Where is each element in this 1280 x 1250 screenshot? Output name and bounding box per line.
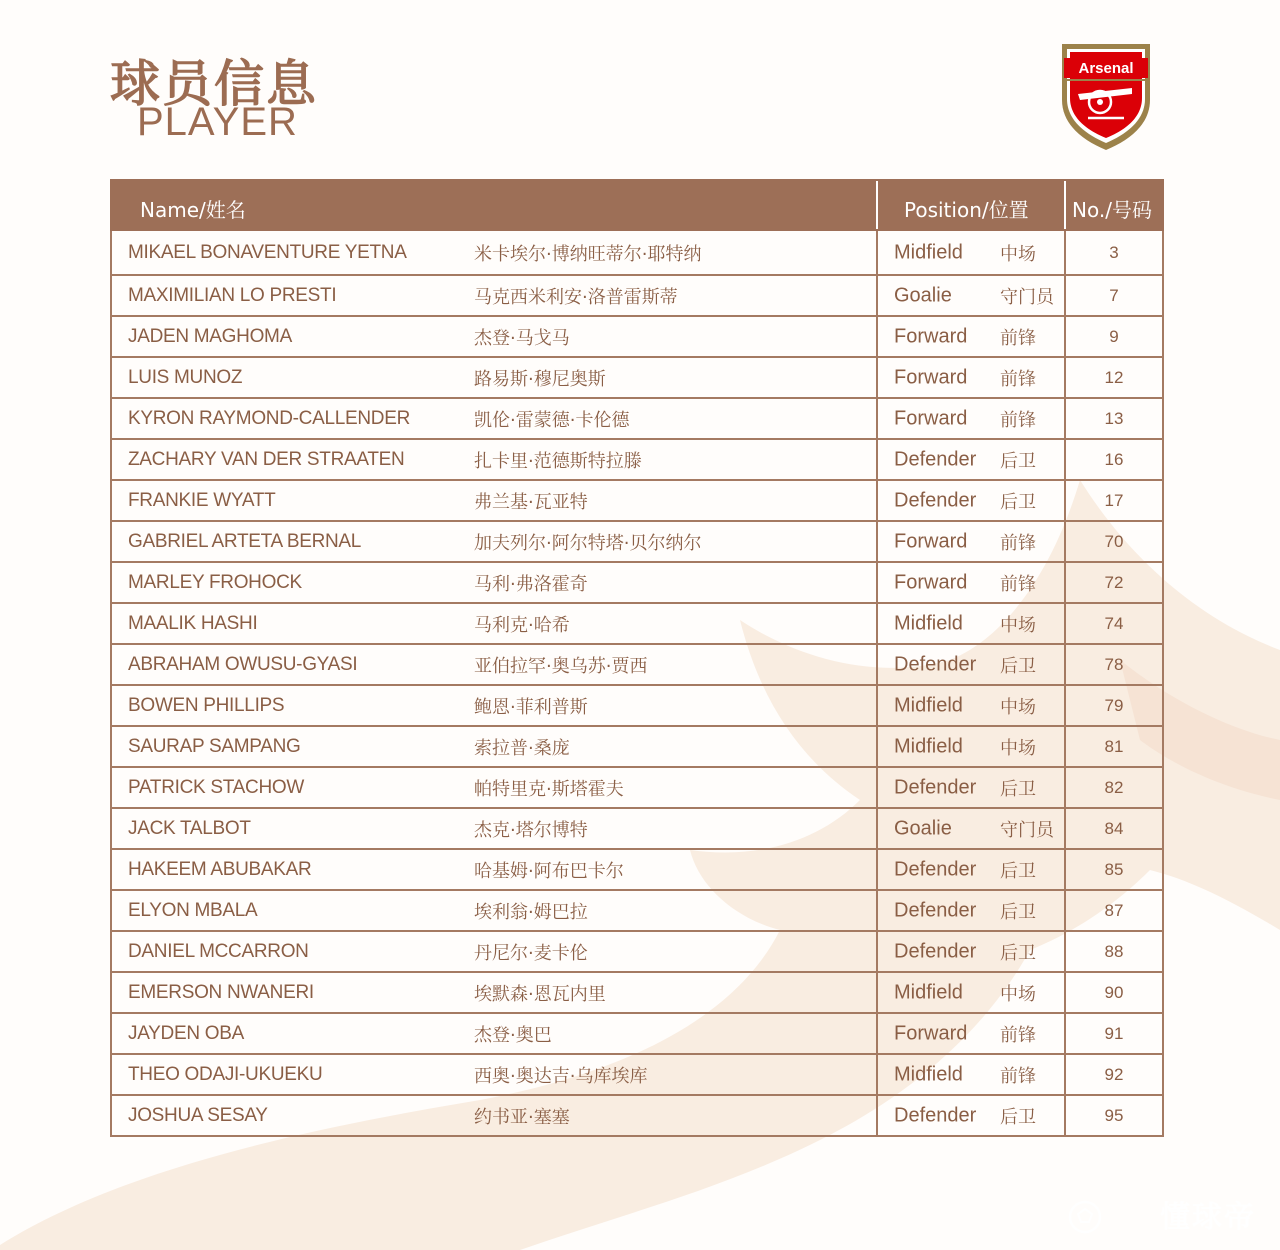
player-name-chinese: 杰登·奥巴 — [474, 1024, 552, 1046]
column-divider — [1064, 889, 1066, 930]
position-english: Midfield — [894, 981, 963, 1003]
player-name-chinese: 亚伯拉罕·奥乌苏·贾西 — [474, 655, 648, 677]
player-name-english: BOWEN PHILLIPS — [128, 694, 285, 716]
column-divider — [1064, 274, 1066, 315]
column-divider — [1064, 684, 1066, 725]
player-name-english: MARLEY FROHOCK — [128, 571, 302, 593]
jersey-number: 85 — [1104, 859, 1124, 879]
table-row — [112, 643, 1162, 684]
player-name-english: MAALIK HASHI — [128, 612, 258, 634]
player-name-chinese: 帕特里克·斯塔霍夫 — [474, 778, 624, 800]
position-english: Midfield — [894, 1063, 963, 1085]
position-english: Defender — [894, 940, 977, 962]
position-english: Forward — [894, 571, 968, 593]
jersey-number: 9 — [1109, 326, 1119, 346]
column-divider — [876, 1094, 878, 1135]
player-name-english: KYRON RAYMOND-CALLENDER — [128, 407, 411, 429]
position-english: Midfield — [894, 735, 963, 757]
player-name-chinese: 杰登·马戈马 — [474, 327, 570, 349]
jersey-number: 16 — [1104, 449, 1124, 469]
player-name-chinese: 约书亚·塞塞 — [474, 1106, 570, 1128]
position-chinese: 中场 — [1000, 614, 1036, 636]
jersey-number: 92 — [1104, 1064, 1124, 1084]
column-divider — [876, 602, 878, 643]
column-divider — [1064, 807, 1066, 848]
column-divider — [876, 438, 878, 479]
jersey-number: 78 — [1104, 654, 1124, 674]
table-row — [112, 848, 1162, 889]
player-name-chinese: 埃默森·恩瓦内里 — [474, 983, 606, 1005]
player-name-english: ELYON MBALA — [128, 899, 258, 921]
column-divider — [876, 397, 878, 438]
position-english: Forward — [894, 325, 968, 347]
column-divider — [876, 274, 878, 315]
column-divider — [876, 766, 878, 807]
watermark-text: 懂球帝 — [1160, 1200, 1256, 1235]
player-name-chinese: 马利克·哈希 — [474, 614, 570, 636]
position-english: Defender — [894, 1104, 977, 1126]
position-chinese: 中场 — [1000, 696, 1036, 718]
table-row — [112, 479, 1162, 520]
position-english: Midfield — [894, 241, 963, 263]
position-english: Defender — [894, 489, 977, 511]
table-row — [112, 438, 1162, 479]
position-chinese: 守门员 — [1000, 819, 1054, 841]
position-chinese: 后卫 — [1000, 655, 1036, 677]
column-divider — [876, 520, 878, 561]
player-name-english: GABRIEL ARTETA BERNAL — [128, 530, 362, 552]
position-english: Forward — [894, 1022, 968, 1044]
page-title-chinese: 球员信息 — [110, 55, 318, 113]
column-divider — [1064, 356, 1066, 397]
column-divider — [1064, 848, 1066, 889]
table-row — [112, 766, 1162, 807]
column-divider — [876, 1012, 878, 1053]
jersey-number: 87 — [1104, 900, 1124, 920]
position-chinese: 中场 — [1000, 737, 1036, 759]
position-chinese: 前锋 — [1000, 532, 1036, 554]
column-divider — [1064, 520, 1066, 561]
position-english: Defender — [894, 899, 977, 921]
player-name-chinese: 西奥·奥达吉·乌库埃库 — [474, 1065, 648, 1087]
position-chinese: 中场 — [1000, 243, 1036, 265]
table-row — [112, 1012, 1162, 1053]
column-divider — [876, 479, 878, 520]
position-chinese: 后卫 — [1000, 778, 1036, 800]
position-english: Midfield — [894, 612, 963, 634]
column-divider — [1064, 725, 1066, 766]
player-name-chinese: 凯伦·雷蒙德·卡伦德 — [474, 409, 630, 431]
player-name-chinese: 埃利翁·姆巴拉 — [474, 901, 588, 923]
column-divider — [876, 561, 878, 602]
column-divider — [1064, 438, 1066, 479]
jersey-number: 84 — [1104, 818, 1124, 838]
table-row — [112, 807, 1162, 848]
position-english: Defender — [894, 858, 977, 880]
player-name-english: SAURAP SAMPANG — [128, 735, 301, 757]
column-divider — [1064, 1012, 1066, 1053]
column-divider — [876, 684, 878, 725]
table-row — [112, 231, 1162, 274]
table-header — [110, 179, 1164, 231]
table-row — [112, 520, 1162, 561]
soccer-ball-icon — [1068, 1200, 1102, 1234]
position-chinese: 中场 — [1000, 983, 1036, 1005]
column-divider — [876, 315, 878, 356]
column-divider — [876, 643, 878, 684]
column-divider — [1064, 231, 1066, 274]
position-chinese: 后卫 — [1000, 942, 1036, 964]
column-header-number: No./号码 — [1072, 198, 1152, 222]
position-english: Goalie — [894, 284, 952, 306]
player-name-english: MIKAEL BONAVENTURE YETNA — [128, 241, 407, 263]
table-row — [112, 725, 1162, 766]
position-chinese: 后卫 — [1000, 450, 1036, 472]
position-chinese: 前锋 — [1000, 368, 1036, 390]
player-name-english: JAYDEN OBA — [128, 1022, 244, 1044]
table-row — [112, 971, 1162, 1012]
column-divider — [1064, 766, 1066, 807]
position-chinese: 后卫 — [1000, 1106, 1036, 1128]
position-chinese: 守门员 — [1000, 286, 1054, 308]
position-english: Forward — [894, 366, 968, 388]
position-chinese: 前锋 — [1000, 1065, 1036, 1087]
position-english: Defender — [894, 653, 977, 675]
column-divider — [1064, 643, 1066, 684]
position-english: Defender — [894, 776, 977, 798]
jersey-number: 72 — [1104, 572, 1124, 592]
table-row — [112, 561, 1162, 602]
position-english: Midfield — [894, 694, 963, 716]
player-name-english: FRANKIE WYATT — [128, 489, 276, 511]
column-divider — [1064, 971, 1066, 1012]
column-divider — [876, 889, 878, 930]
player-name-chinese: 索拉普·桑庞 — [474, 737, 570, 759]
jersey-number: 74 — [1104, 613, 1124, 633]
table-row — [112, 1053, 1162, 1094]
jersey-number: 91 — [1104, 1023, 1124, 1043]
player-name-english: ABRAHAM OWUSU-GYASI — [128, 653, 358, 675]
arsenal-crest-logo — [1058, 38, 1154, 152]
player-name-english: JOSHUA SESAY — [128, 1104, 268, 1126]
column-header-position: Position/位置 — [904, 198, 1029, 222]
table-row — [112, 602, 1162, 643]
player-name-english: THEO ODAJI-UKUEKU — [128, 1063, 323, 1085]
table-row — [112, 930, 1162, 971]
column-divider — [1064, 1053, 1066, 1094]
player-name-chinese: 马利·弗洛霍奇 — [474, 573, 588, 595]
position-english: Forward — [894, 407, 968, 429]
player-table — [110, 179, 1164, 1137]
column-header-name: Name/姓名 — [140, 198, 246, 222]
table-row — [112, 356, 1162, 397]
jersey-number: 17 — [1104, 490, 1124, 510]
position-english: Defender — [894, 448, 977, 470]
table-row — [112, 397, 1162, 438]
column-divider — [1064, 930, 1066, 971]
player-name-english: PATRICK STACHOW — [128, 776, 305, 798]
jersey-number: 79 — [1104, 695, 1124, 715]
player-name-english: MAXIMILIAN LO PRESTI — [128, 284, 337, 306]
crest-text: Arsenal — [1078, 60, 1134, 77]
position-chinese: 后卫 — [1000, 901, 1036, 923]
player-name-chinese: 弗兰基·瓦亚特 — [474, 491, 588, 513]
jersey-number: 90 — [1104, 982, 1124, 1002]
table-row — [112, 684, 1162, 725]
column-divider — [876, 231, 878, 274]
column-divider — [876, 971, 878, 1012]
column-divider — [876, 1053, 878, 1094]
column-divider — [876, 930, 878, 971]
column-divider — [876, 848, 878, 889]
position-chinese: 前锋 — [1000, 573, 1036, 595]
column-divider — [1064, 602, 1066, 643]
position-chinese: 前锋 — [1000, 1024, 1036, 1046]
player-name-chinese: 杰克·塔尔博特 — [474, 819, 588, 841]
table-body — [110, 231, 1164, 1137]
player-name-chinese: 马克西米利安·洛普雷斯蒂 — [474, 286, 678, 308]
player-name-english: EMERSON NWANERI — [128, 981, 314, 1003]
jersey-number: 81 — [1104, 736, 1124, 756]
table-row — [112, 274, 1162, 315]
jersey-number: 7 — [1109, 285, 1119, 305]
player-name-chinese: 扎卡里·范德斯特拉滕 — [474, 450, 642, 472]
table-row — [112, 1094, 1162, 1135]
position-english: Forward — [894, 530, 968, 552]
player-name-english: JADEN MAGHOMA — [128, 325, 292, 347]
table-row — [112, 315, 1162, 356]
position-chinese: 前锋 — [1000, 409, 1036, 431]
player-name-chinese: 丹尼尔·麦卡伦 — [474, 942, 588, 964]
position-english: Goalie — [894, 817, 952, 839]
player-name-chinese: 鲍恩·菲利普斯 — [474, 696, 588, 718]
player-name-chinese: 加夫列尔·阿尔特塔·贝尔纳尔 — [474, 532, 702, 554]
player-name-english: DANIEL MCCARRON — [128, 940, 309, 962]
jersey-number: 95 — [1104, 1105, 1124, 1125]
column-divider — [1064, 561, 1066, 602]
player-name-english: LUIS MUNOZ — [128, 366, 243, 388]
jersey-number: 82 — [1104, 777, 1124, 797]
player-name-chinese: 米卡埃尔·博纳旺蒂尔·耶特纳 — [474, 243, 702, 265]
column-divider — [1064, 479, 1066, 520]
column-divider — [876, 725, 878, 766]
player-name-english: ZACHARY VAN DER STRAATEN — [128, 448, 405, 470]
jersey-number: 70 — [1104, 531, 1124, 551]
player-name-chinese: 路易斯·穆尼奥斯 — [474, 368, 606, 390]
column-divider — [876, 807, 878, 848]
column-divider — [1064, 315, 1066, 356]
table-row — [112, 889, 1162, 930]
page-title-english: PLAYER — [137, 100, 298, 144]
jersey-number: 3 — [1109, 242, 1119, 262]
column-divider — [1064, 397, 1066, 438]
position-chinese: 后卫 — [1000, 491, 1036, 513]
player-name-english: HAKEEM ABUBAKAR — [128, 858, 312, 880]
position-chinese: 后卫 — [1000, 860, 1036, 882]
column-divider — [876, 356, 878, 397]
jersey-number: 88 — [1104, 941, 1124, 961]
column-divider — [1064, 1094, 1066, 1135]
header-divider — [1064, 181, 1066, 229]
player-name-english: JACK TALBOT — [128, 817, 251, 839]
position-chinese: 前锋 — [1000, 327, 1036, 349]
jersey-number: 12 — [1104, 367, 1124, 387]
header-divider — [876, 181, 878, 229]
player-name-chinese: 哈基姆·阿布巴卡尔 — [474, 860, 624, 882]
jersey-number: 13 — [1104, 408, 1124, 428]
